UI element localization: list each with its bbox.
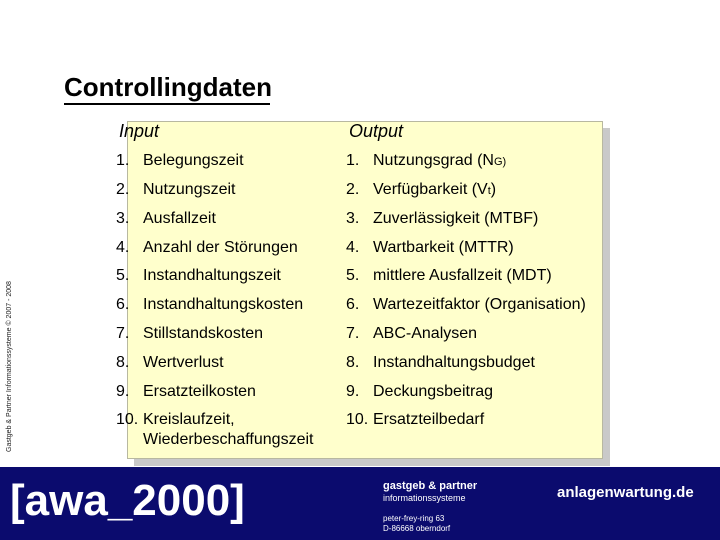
output-item: 6. Wartezeitfaktor (Organisation) xyxy=(346,296,586,313)
input-item: 2. Nutzungszeit xyxy=(116,181,236,198)
output-heading: Output xyxy=(349,121,404,141)
input-heading: Input xyxy=(119,121,160,141)
output-item: 2. Verfügbarkeit (Vt) xyxy=(346,181,497,198)
output-item: 1. Nutzungsgrad (NG) xyxy=(346,152,507,169)
output-item: 3. Zuverlässigkeit (MTBF) xyxy=(346,210,539,227)
input-item: 5. Instandhaltungszeit xyxy=(116,267,281,284)
company-address xyxy=(383,514,477,534)
input-item: 10. Kreislaufzeit, Wiederbeschaffungszeit xyxy=(116,411,314,448)
input-item: 4. Anzahl der Störungen xyxy=(116,239,298,256)
company-subtitle: informationssysteme xyxy=(383,493,466,503)
website-link[interactable]: anlagenwartung.de xyxy=(557,484,694,501)
input-item: 8. Wertverlust xyxy=(116,354,224,371)
title-underline xyxy=(64,103,270,105)
address-line-2: D-86668 oberndorf xyxy=(383,524,451,533)
input-item: 3. Ausfallzeit xyxy=(116,210,216,227)
output-item: 5. mittlere Ausfallzeit (MDT) xyxy=(346,267,552,284)
page-title: Controllingdaten xyxy=(64,72,272,102)
company-block xyxy=(383,480,477,534)
copyright-vertical-text: Gastgeb & Partner Informationssysteme © 2007 - 2008 xyxy=(6,281,13,452)
output-item: 4. Wartbarkeit (MTTR) xyxy=(346,239,514,256)
input-item: 9. Ersatzteilkosten xyxy=(116,383,256,400)
input-item: 6. Instandhaltungskosten xyxy=(116,296,304,313)
output-item: 10. Ersatzteilbedarf xyxy=(346,411,485,428)
awa-logo: [awa_2000] xyxy=(10,476,245,525)
output-item: 8. Instandhaltungsbudget xyxy=(346,354,535,371)
output-item: 7. ABC-Analysen xyxy=(346,325,478,342)
input-item: 1. Belegungszeit xyxy=(116,152,244,169)
output-item: 9. Deckungsbeitrag xyxy=(346,383,494,400)
address-line-1: peter-frey-ring 63 xyxy=(383,514,445,523)
input-item: 7. Stillstandskosten xyxy=(116,325,264,342)
company-name: gastgeb & partner xyxy=(383,480,478,492)
